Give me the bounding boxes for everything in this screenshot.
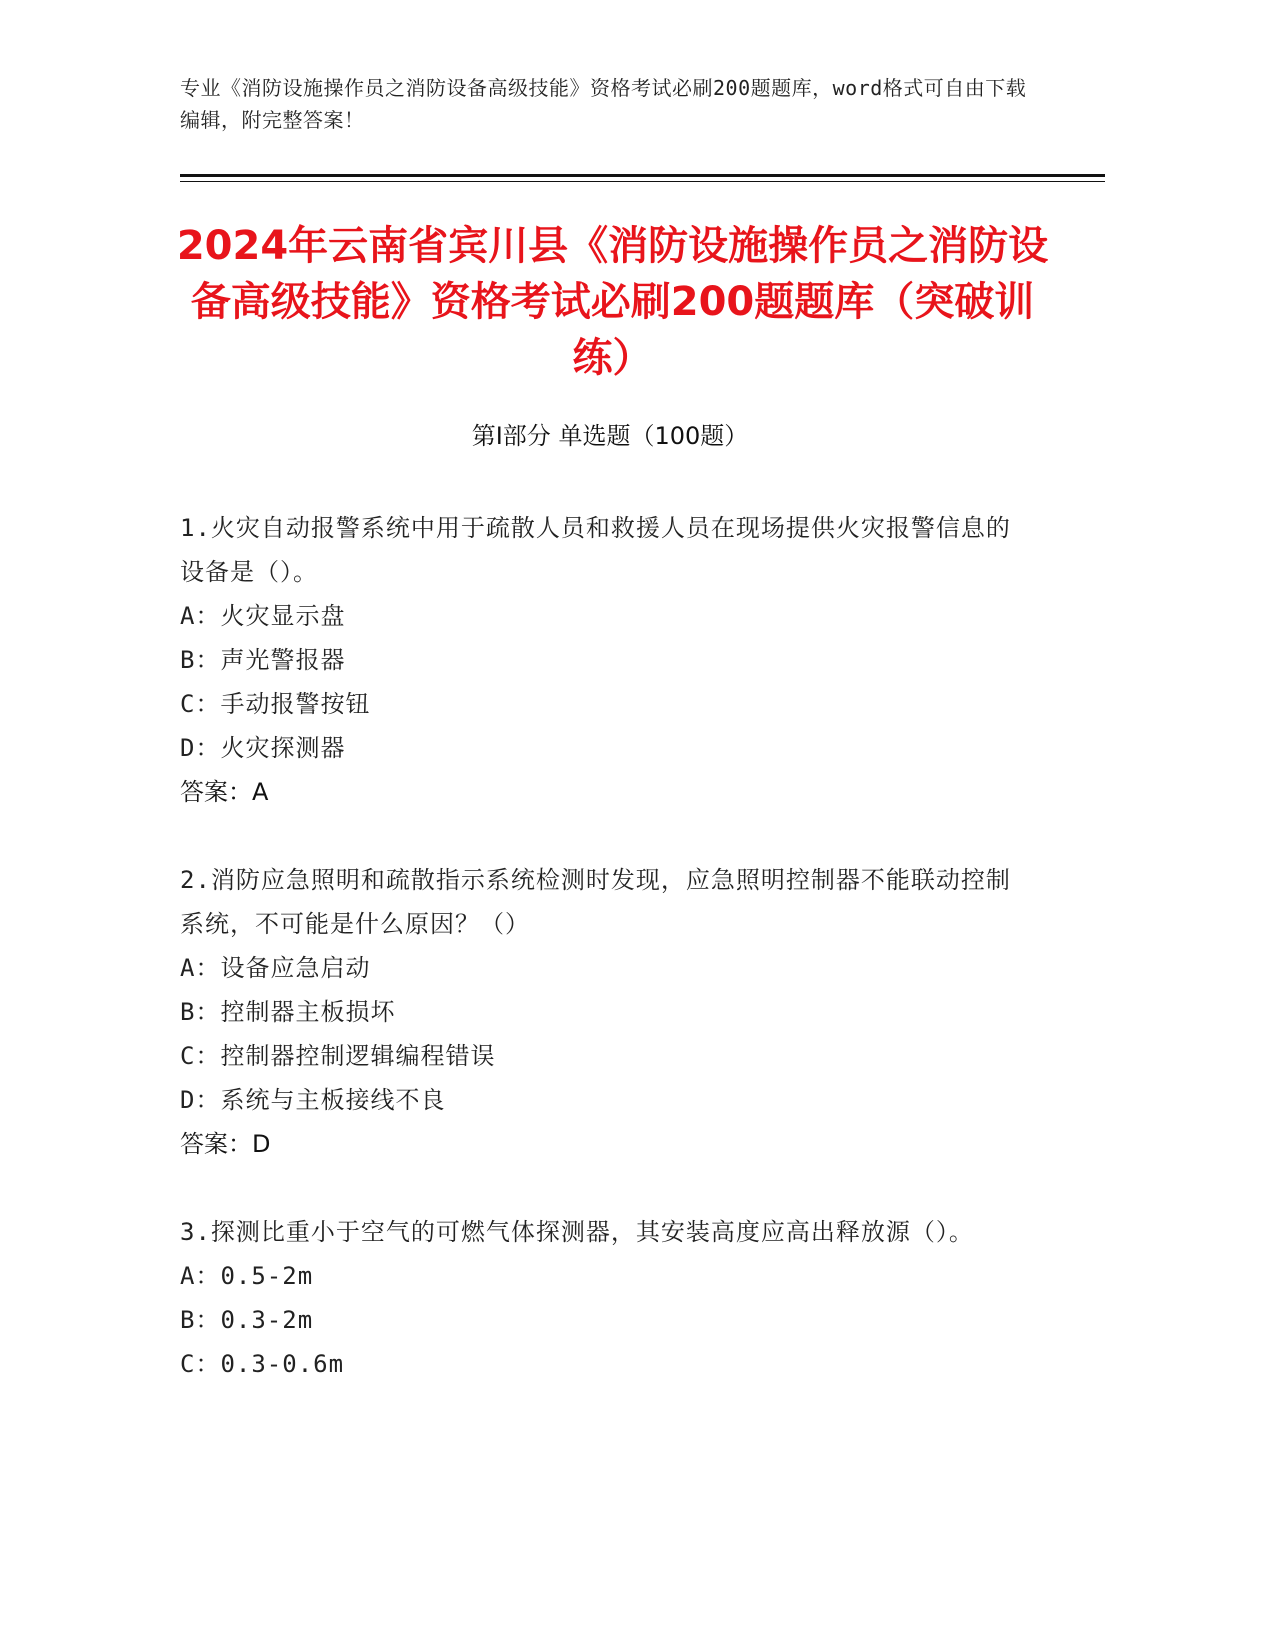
answer: 答案：D [180,1130,271,1158]
option-a: A：火灾显示盘 [180,602,346,630]
option-b: B：控制器主板损坏 [180,998,396,1026]
option-b: B：声光警报器 [180,646,346,674]
option-c: C：手动报警按钮 [180,690,371,718]
question-3 [180,1210,1015,1386]
document-title: 2024年云南省宾川县《消防设施操作员之消防设备高级技能》资格考试必刷200题题库（突破训练） [176,223,1049,381]
option-d: D：火灾探测器 [180,734,346,762]
option-c: C：0.3-0.6m [180,1350,345,1378]
option-a: A：0.5-2m [180,1262,314,1290]
option-c: C：控制器控制逻辑编程错误 [180,1042,496,1070]
answer: 答案：A [180,778,269,806]
question-stem: 1.火灾自动报警系统中用于疏散人员和救援人员在现场提供火灾报警信息的设备是（）。 [180,514,1011,586]
option-b: B：0.3-2m [180,1306,314,1334]
question-1 [180,506,1015,814]
question-stem: 2.消防应急照明和疏散指示系统检测时发现，应急照明控制器不能联动控制系统，不可能是什么原因？（） [180,866,1011,938]
option-a: A：设备应急启动 [180,954,371,982]
question-2 [180,858,1015,1166]
question-stem: 3.探测比重小于空气的可燃气体探测器，其安装高度应高出释放源（）。 [180,1218,974,1246]
section-title: 第Ⅰ部分 单选题（100题） [471,422,749,450]
header-divider-thin [180,181,1105,182]
question-list [180,506,1015,1430]
header-note: 专业《消防设施操作员之消防设备高级技能》资格考试必刷200题题库，word格式可自由下载编辑，附完整答案！ [180,76,1027,132]
header-divider-thick [180,174,1105,177]
option-d: D：系统与主板接线不良 [180,1086,446,1114]
